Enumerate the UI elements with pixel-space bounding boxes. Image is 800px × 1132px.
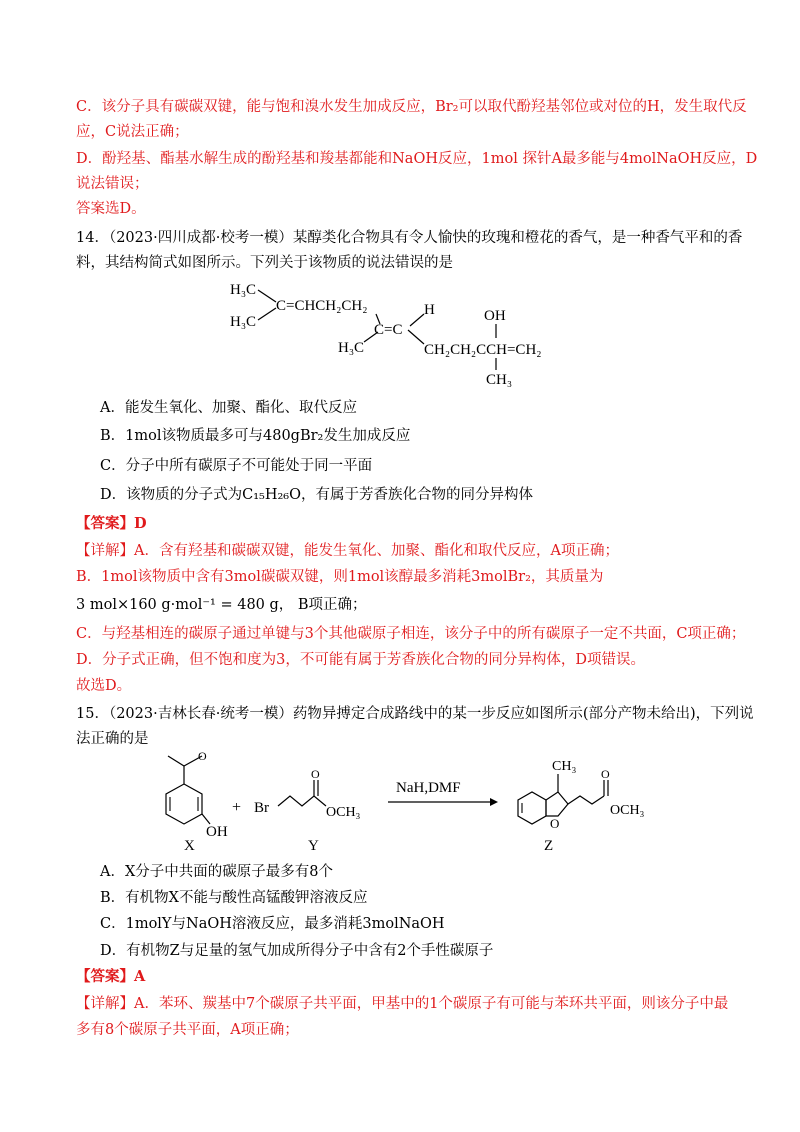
d-explanation-line1: D．酚羟基、酯基水解生成的酚羟基和羧基都能和NaOH反应，1mol 探针A最多能与4molNaOH反应，D [76,151,758,167]
reagent-label: NaH,DMF [396,780,461,796]
previous-answer: 答案选D。 [76,201,146,217]
d-explanation-line2: 说法错误； [76,176,149,192]
z-ch3: CH₃ [552,759,577,774]
q14-detail-d: D．分子式正确，但不饱和度为3，不可能有属于芳香族化合物的同分异构体，D项错误。 [76,652,645,668]
q14-stem-line2: 料，其结构简式如图所示。下列关于该物质的说法错误的是 [76,255,453,271]
q14-structure [228,276,588,388]
z-och3: OCH₃ [610,803,645,818]
z-ring-o: O [550,816,560,831]
y-och3: OCH₃ [326,805,361,820]
q15-stem-line2: 法正确的是 [76,731,149,747]
label-z: Z [544,838,554,854]
x-carbonyl-o: O [198,752,207,763]
q15-option-b: B．有机物X不能与酸性高锰酸钾溶液反应 [100,890,368,906]
q14-option-d: D．该物质的分子式为C₁₅H₂₆O，有属于芳香族化合物的同分异构体 [100,487,534,503]
q14-option-c: C．分子中所有碳原子不可能处于同一平面 [100,458,373,474]
q15-stem-line1: 15．（2023·吉林长春·统考一模）药物异搏定合成路线中的某一步反应如图所示(部分产物未给出)，下列说 [76,706,754,722]
label-y: Y [308,838,319,854]
struct-oh: OH [484,308,506,324]
q14-option-a: A．能发生氧化、加聚、酯化、取代反应 [100,400,357,416]
z-carbonyl-o: O [601,767,610,781]
q15-option-c: C．1molY与NaOH溶液反应，最多消耗3molNaOH [100,916,445,932]
q14-detail-b-calc: 3 mol×160 g·mol⁻¹ = 480 g， B项正确； [76,597,367,613]
struct-h3c-left: H₃C [230,314,257,330]
x-oh: OH [206,824,228,840]
struct-h: H [424,302,435,318]
q15-detail-a2: 多有8个碳原子共平面，A项正确； [76,1022,299,1038]
c-explanation-line2: 应，C说法正确； [76,124,189,140]
q14-detail-b: B．1mol该物质中含有3mol碳碳双键，则1mol该醇最多消耗3molBr₂，其质量为 [76,569,604,585]
struct-chain1: C=CHCH₂CH₂ [276,298,368,314]
struct-chain2: CH₂CH₂CCH=CH₂ [424,342,542,358]
q14-detail-a: 【详解】A．含有羟基和碳碳双键，能发生氧化、加聚、酯化和取代反应，A项正确； [76,543,619,559]
q14-detail-c: C．与羟基相连的碳原子通过单键与3个其他碳原子相连，该分子中的所有碳原子一定不共面，C项正确； [76,626,746,642]
q14-option-b: B．1mol该物质最多可与480gBr₂发生加成反应 [100,428,411,444]
q14-answer: 【答案】D [76,515,147,532]
c-explanation-line1: C．该分子具有碳碳双键，能与饱和溴水发生加成反应，Br₂可以取代酚羟基邻位或对位的H，发生取代反 [76,99,747,115]
q15-option-d: D．有机物Z与足量的氢气加成所得分子中含有2个手性碳原子 [100,943,494,959]
label-x: X [184,838,195,854]
q15-reaction-scheme [140,752,660,856]
q14-stem-line1: 14．（2023·四川成都·校考一模）某醇类化合物具有令人愉快的玫瑰和橙花的香气，是一种香气平和的香 [76,230,743,246]
struct-h3c-top: H₃C [230,282,257,298]
y-br: Br [254,800,269,816]
q14-conclusion: 故选D。 [76,678,132,694]
struct-ch3-bottom: CH₃ [486,372,513,388]
q15-option-a: A．X分子中共面的碳原子最多有8个 [100,864,334,880]
struct-c-eq-c: C=C [374,322,403,338]
y-carbonyl-o: O [311,767,320,781]
scheme-plus: + [232,799,242,816]
q15-detail-a1: 【详解】A．苯环、羰基中7个碳原子共平面，甲基中的1个碳原子有可能与苯环共平面，则该分子中最 [76,996,729,1012]
q15-answer: 【答案】A [76,968,146,985]
struct-h3c-mid: H₃C [338,340,365,356]
